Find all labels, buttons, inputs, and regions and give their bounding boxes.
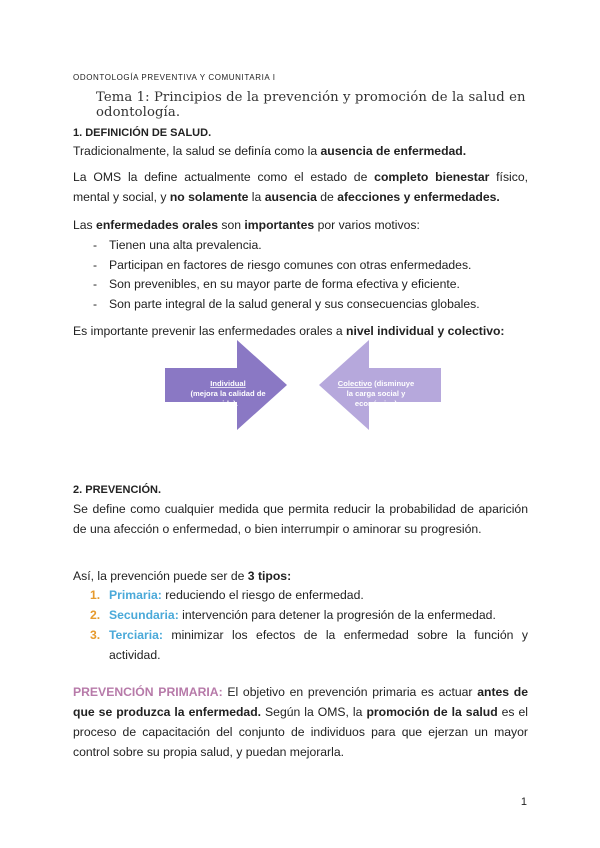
prevention-types-list	[90, 585, 528, 665]
list-item: - Tienen una alta prevalencia.	[93, 238, 262, 252]
motivos-list	[93, 236, 480, 314]
prevention-levels-diagram	[163, 340, 443, 430]
paragraph-prevencion-definicion: Se define como cualquier medida que permita reducir la probabilidad de aparición de una afección o enfermedad, o bien interrumpir o aminorar su progresión.	[73, 502, 528, 536]
document-title: Tema 1: Principios de la prevención y promoción de la salud en odontología.	[96, 90, 526, 120]
collective-label: Colectivo (disminuye	[337, 379, 415, 388]
document-header: ODONTOLOGÍA PREVENTIVA Y COMUNITARIA I	[73, 73, 276, 82]
list-item: - Son prevenibles, en su mayor parte de forma efectiva y eficiente.	[93, 277, 460, 291]
list-item: - Son parte integral de la salud general y sus consecuencias globales.	[93, 296, 480, 311]
paragraph-enfermedades-orales: Las enfermedades orales son importantes por varios motivos:	[73, 218, 420, 232]
list-item: 2. Secundaria: intervención para detener la progresión de la enfermedad.	[90, 608, 496, 622]
paragraph-tipos-prevencion: Así, la prevención puede ser de 3 tipos:	[73, 569, 292, 583]
list-item: - Participan en factores de riesgo comunes con otras enfermedades.	[93, 257, 472, 272]
collective-desc-line1: la carga social y	[346, 389, 406, 398]
collective-desc-line2: económica)	[354, 399, 398, 408]
paragraph-salud-tradicional: Tradicionalmente, la salud se definía como la ausencia de enfermedad.	[73, 144, 467, 158]
paragraph-prevencion-primaria: PREVENCIÓN PRIMARIA: El objetivo en prevención primaria es actuar antes de que se produzca la enfermedad. Según la OMS, la promoción de la salud es el proceso de capacitación del conjunto de individuos para que ejerzan un mayor control sobre su propia salud, y puedan mejorarla.	[73, 685, 529, 759]
list-item: 3. Terciaria: minimizar los efectos de la enfermedad sobre la función y actividad.	[90, 628, 528, 662]
individual-desc-line1: (mejora la calidad de	[190, 389, 266, 398]
section-heading-salud: 1. DEFINICIÓN DE SALUD.	[73, 127, 212, 139]
paragraph-nivel-prevencion: Es importante prevenir las enfermedades orales a nivel individual y colectivo:	[73, 324, 505, 338]
individual-desc-line2: vida).	[218, 399, 238, 408]
individual-label: Individual	[210, 379, 246, 388]
list-item: 1. Primaria: reduciendo el riesgo de enfermedad.	[90, 588, 364, 602]
paragraph-oms-definicion: La OMS la define actualmente como el estado de completo bienestar físico, mental y social, y no solamente la ausencia de afecciones y enfermedades.	[73, 170, 529, 204]
page-number: 1	[520, 796, 527, 808]
section-heading-prevencion: 2. PREVENCIÓN.	[73, 484, 162, 496]
